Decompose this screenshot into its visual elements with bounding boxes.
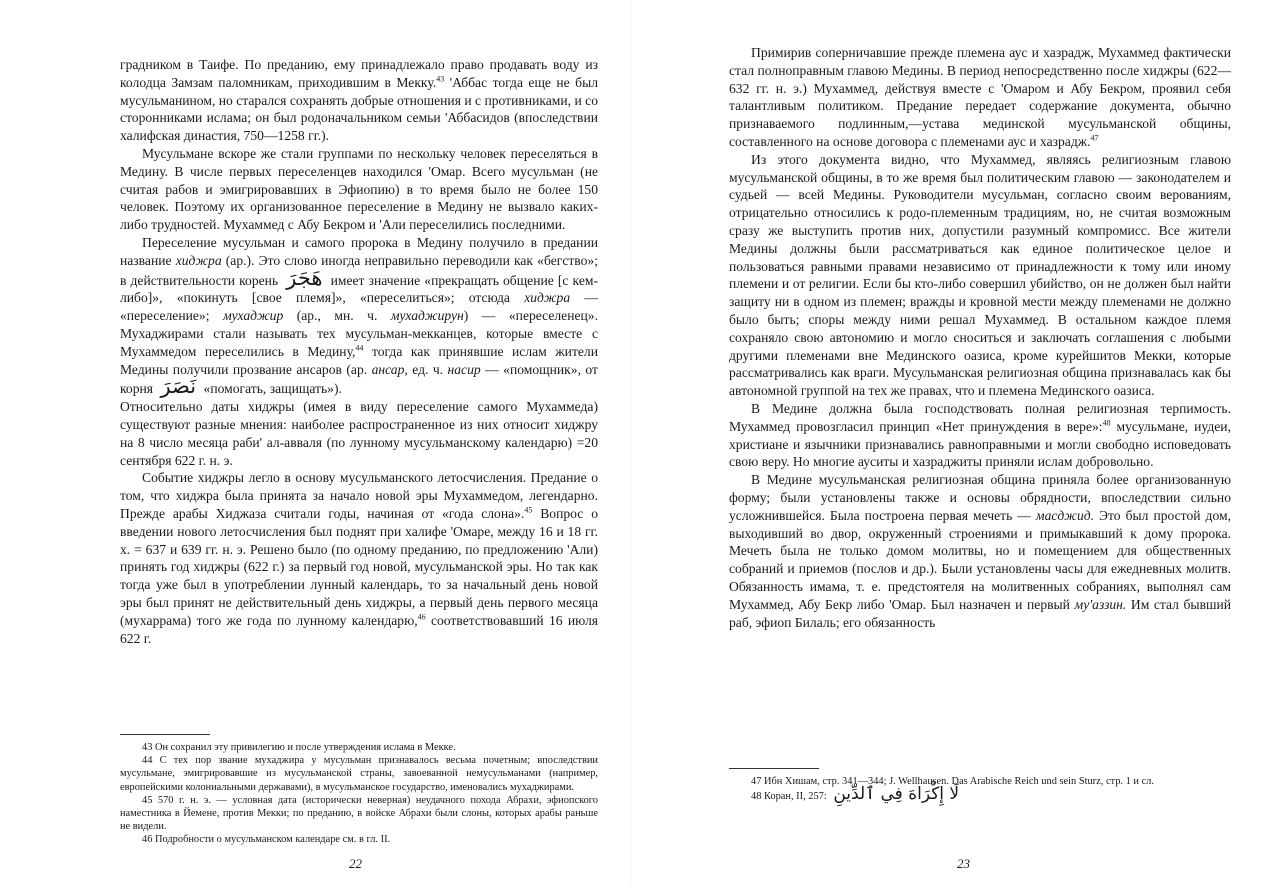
paragraph-text: «помогать, защищать»). — [203, 381, 342, 397]
footnote: 43 Он сохранил эту привилегию и после утверждения ислама в Мекке. — [142, 742, 456, 753]
paragraph — [729, 44, 1231, 151]
paragraph-text: градником в Таифе. По преданию, ему принадлежало право продавать воду из колодца Замзам паломникам, приходившим в Мекку. — [120, 57, 598, 90]
paragraph: Относительно даты хиджры (имея в виду переселение самого Мухаммеда) существуют разные мнения: наиболее распространенное из них относит хиджру на 8 число месяца раби' ал-авваля (по лунному мусульманскому календарю) =20 сентября 622 г. н. э. — [120, 399, 598, 468]
term-hijra: хиджра — [524, 290, 571, 306]
term-nasir: насир — [447, 361, 481, 377]
term-ansar: ансар, — [371, 361, 408, 377]
paragraph-text: Примирив соперничавшие прежде племена аус и хазрадж, Мухаммед фактически стал полноправным главою Медины. В период непосредственно после хиджры (622—632 гг. н. э.) Мухаммед, действуя вместе с 'Омаром и Абу Бекром, проявил себя талантливым политиком. Предание передает содержание документа, обычно признаваемого подлинным,—устава мединской мусульманской общины, составленного на основе договора с племенами аус и хазрадж. — [729, 45, 1231, 149]
paragraph-text: Это был простой дом, выходивший во двор, окруженный строениями и примыкавший к дому пророка. Мечеть была не только домом молитвы, но и помещением для общественных собраний и приемов (послов и др.). Были установлены часы для ежедневных молитв. Обязанность имама, т. е. предстоятеля на молитвенных собраниях, выполнял сам Мухаммед, Абу Бекр либо 'Омар. Был назначен и первый — [729, 507, 1231, 612]
footnote-divider — [120, 734, 210, 735]
right-main-text — [729, 44, 1231, 631]
footnote: 46 Подробности о мусульманском календаре см. в гл. II. — [142, 834, 391, 846]
footnote-ref: 45 — [524, 505, 533, 515]
arabic-root-hajara: هَجَرَ — [286, 265, 323, 290]
footnote-ref: 43 — [436, 74, 445, 84]
footnote: 47 Ибн Хишам, стр. 341—344; J. Wellhausen. Das Arabische Reich und sein Sturz, стр. 1 и сл. — [751, 776, 1154, 787]
right-page — [631, 0, 1262, 887]
paragraph-text: соответствовавший 16 июля 622 г. — [120, 612, 598, 646]
paragraph-text: 'Аббас тогда еще не был мусульманином, но старался сохранять добрые отношения и с противниками, и со сторонниками ислама; он был родоначальником семьи 'Аббасидов (впоследствии халифская династия, 750—1258 гг.). — [120, 74, 598, 144]
right-footnotes — [729, 775, 1231, 803]
footnote: 44 С тех пор звание мухаджира у мусульман признавалось весьма почетным; впоследствии мусульмане, эмигрировавшие из мусульманской страны, завоеванной немусульманами (например, европейскими колониальными державами), в мусульманское государство, именовались мухаджирами. — [120, 755, 598, 793]
footnote: 45 570 г. н. э. — условная дата (исторически неверная) неудачного похода Абрахи, эфиопского наместника в Йемене, против Мекки; по преданию, в войске Абрахи были слоны, которых арабы раньше не видели. — [120, 794, 598, 833]
page-number: 23 — [957, 856, 970, 871]
paragraph-text: мусульмане, иудеи, христиане и язычники признавались равноправными и могли свободно исповедовать свою веру. Но многие ауситы и хазраджиты приняли ислам добровольно. — [729, 418, 1231, 470]
paragraph-text: В Медине должна была господствовать полная религиозная терпимость. Мухаммед провозгласил принцип «Нет принуждения в вере»: — [729, 400, 1231, 434]
paragraph-text: ) — «переселенец». Мухаджирами стали называть тех мусульман-мекканцев, которые вместе с Мухаммедом переселились в Медину, — [120, 308, 598, 359]
term-muhajir: мухаджир — [222, 308, 284, 324]
paragraph-text: (ар.). Это слово иногда неправильно переводили как «бегство»; в действительности корень — [120, 252, 598, 288]
footnote-ref: 47 — [1090, 133, 1099, 143]
footnote — [729, 784, 1231, 805]
paragraph-text: Переселение мусульман и самого пророка в Медину получило в предании название — [120, 234, 598, 268]
paragraph-text: Вопрос о введении нового летосчисления был поднят при халифе 'Омаре, между 16 и 18 гг. х. = 637 и 639 гг. н. э. Решено было (по одному преданию, по предложению 'Али) принять год хиджры (622 г.) за первый год новой, мусульманской эры. Но так как тогда уже был в употреблении лунный календарь, то за начальный день новой эры был принят не действительный день хиджры, а первый день первого месяца (мухаррама) того же года по лунному календарю, — [120, 505, 598, 628]
paragraph-text: имеет значение «прекращать общение [с кем-либо]», «покинуть [свое племя]», «переселиться»; отсюда — [120, 272, 598, 306]
paragraph-text: Событие хиджры легло в основу мусульманского летосчисления. Предание о том, что хиджра была принята за начало новой эры Мухаммедом, легендарно. Прежде арабы Хиджаза считали годы, начиная от «года слона». — [120, 470, 598, 521]
left-main-text — [120, 56, 598, 647]
paragraph-text: ед. ч. — [412, 361, 444, 377]
left-footnotes — [120, 741, 598, 847]
footnote-ref: 44 — [355, 343, 364, 353]
term-hijra: хиджра — [175, 252, 222, 268]
footnote-ref: 48 — [1102, 418, 1111, 428]
page-number: 22 — [349, 856, 362, 871]
paragraph — [729, 400, 1231, 471]
paragraph-text: В Медине мусульманская религиозная община приняла более организованную форму; были установлены также и основы обрядности, впоследствии сильно усложнившейся. Была построена первая мечеть — — [729, 472, 1231, 523]
paragraph-text: — «переселение»; — [120, 290, 598, 324]
arabic-root-nasara: نَصَرَ — [160, 374, 197, 399]
term-muazzin: му'аззин. — [1074, 596, 1127, 612]
paragraph-text: тогда как принявшие ислам жители Медины получили прозвание ансаров (ар. — [120, 343, 598, 377]
paragraph-text: Им стал бывший раб, эфиоп Билаль; его обязанность — [729, 596, 1232, 630]
paragraph — [729, 471, 1231, 631]
footnote-ref: 46 — [417, 612, 426, 622]
paragraph — [120, 469, 598, 647]
paragraph-text: — «помощник», от корня — [120, 361, 598, 397]
term-masjid: масджид. — [1035, 507, 1095, 523]
arabic-quran-quote: لَا إِكْرَاهَ فِي ٱلدِّينِ — [833, 784, 960, 805]
paragraph: Мусульмане вскоре же стали группами по нескольку человек переселяться в Медину. В числе первых переселенцев находился 'Омар. Всего мусульман (не считая рабов и эмигрировавших в Эфиопию) в то время было не более 150 человек. Поэтому их организованное переселение в Медину не вызвало каких-либо трудностей. Мухаммед с Абу Бекром и 'Али переселились последними. — [120, 145, 598, 233]
term-muhajirun: мухаджирун — [390, 308, 464, 324]
paragraph: Из этого документа видно, что Мухаммед, являясь религиозным главою мусульманской общины, в то же время был политическим главою — законодателем и судьей — всей Медины. Руководители мусульман, согласно своим верованиям, отрицательно относились к родо-племенным традициям, но, не считая возможным сразу же выступить против них, допустили разумный компромисс. Все жители Медины должны были рассматриваться как единое политическое целое и пользоваться равными правами независимо от принадлежности к тому или иному племени и от религии. Если бы кто-либо совершил убийство, он не должен был найти защиту ни в одном из племен; вражды и кровной мести между племенами не должно было быть; споры между ними решал Мухаммед. В остальном каждое племя сохраняло свою автономию и могло сноситься и заключать соглашения с любыми другими племенами вне Мединского оазиса, кроме курейшитов Мекки, которые рассматривались как враги. Мусульманская религиозная община признавалась как бы автономной группой на тех же правах, что и племена Мединского оазиса. — [729, 151, 1231, 399]
paragraph — [120, 234, 598, 398]
footnote-divider — [729, 768, 819, 769]
footnote-text: 48 Коран, II, 257: — [751, 791, 827, 803]
paragraph — [120, 56, 598, 145]
paragraph-text: (ар., мн. ч. — [296, 308, 378, 324]
